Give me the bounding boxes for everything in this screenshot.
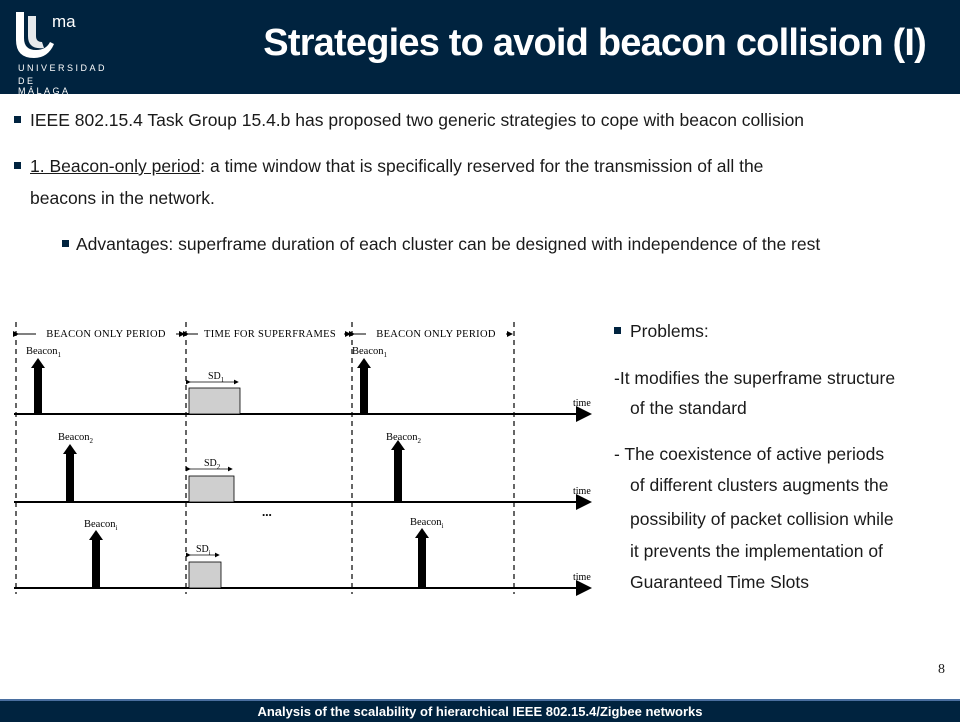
problem-2-line-4: it prevents the implementation of [630,541,883,561]
beacon-bar [34,366,42,414]
bullet-square-icon [614,327,621,334]
rows-ellipsis: ... [262,504,272,519]
footer-text: Analysis of the scalability of hierarchical IEEE 802.15.4/Zigbee networks [257,704,703,719]
sd-label: $SD_i$ [196,544,211,557]
problem-2-line-5: Guaranteed Time Slots [630,572,809,592]
period-label-1: BEACON ONLY PERIOD [46,329,166,340]
bullet-3-advantages: Advantages: superframe duration of each cluster can be designed with independence of the rest [76,234,821,254]
beacon-bar [418,536,426,588]
period-label-3: BEACON ONLY PERIOD [376,329,496,340]
logo-line-1: UNIVERSIDAD [18,63,108,73]
sd-label: $SD_1$ [208,371,225,384]
beacon-label: Beacon$_1$ [26,346,61,359]
problem-1-line-1: -It modifies the superframe structure [614,368,896,388]
bullet-1: IEEE 802.15.4 Task Group 15.4.b has proposed two generic strategies to cope with beacon collision [30,110,805,130]
bullet-2-continuation: beacons in the network. [30,188,215,208]
bullet-2-term: 1. Beacon-only period [30,156,201,176]
beacon-label: Beacon$_1$ [352,346,387,359]
problem-2-line-2: of different clusters augments the [630,475,889,495]
time-label: time [573,572,591,583]
time-label: time [573,398,591,409]
bullet-square-icon [14,162,21,169]
beacon-label: Beacon$_2$ [58,432,93,445]
problems-heading: Problems: [630,321,709,341]
superframe-duration-box [189,562,221,588]
timeline-row-i [14,517,591,588]
period-label-2: TIME FOR SUPERFRAMES [203,329,337,340]
beacon-bar [92,538,100,588]
timeline-row-1 [14,346,591,414]
superframe-duration-box [189,388,240,414]
header-bar [0,0,960,94]
beacon-bar [360,366,368,414]
logo-line-2: DE MÁLAGA [18,76,71,96]
beacon-label: Beacon$_i$ [84,519,118,532]
problem-2-line-3: possibility of packet collision while [630,509,894,529]
bullet-2 [30,152,763,181]
bullet-2-text: : a time window that is specifically reserved for the transmission of all the [200,156,764,176]
bullet-square-icon [14,116,21,123]
problem-2-line-1: - The coexistence of active periods [614,444,885,464]
university-logo [8,6,108,96]
beacon-label: Beacon$_2$ [386,432,421,445]
time-label: time [573,486,591,497]
problem-1-line-2: of the standard [630,398,747,418]
logo-superscript: ma [52,12,76,31]
footer-bar [0,699,960,722]
beacon-bar [394,448,402,502]
page-number: 8 [938,662,945,677]
timeline-row-2 [14,432,591,502]
beacon-only-period-diagram [10,318,600,608]
beacon-label: Beacon$_i$ [410,517,444,530]
bullet-square-icon [62,240,69,247]
beacon-bar [66,452,74,502]
period-boundaries [16,322,514,594]
sd-label: $SD_2$ [204,458,221,471]
slide-title: Strategies to avoid beacon collision (I) [263,22,926,64]
superframe-duration-box [189,476,234,502]
